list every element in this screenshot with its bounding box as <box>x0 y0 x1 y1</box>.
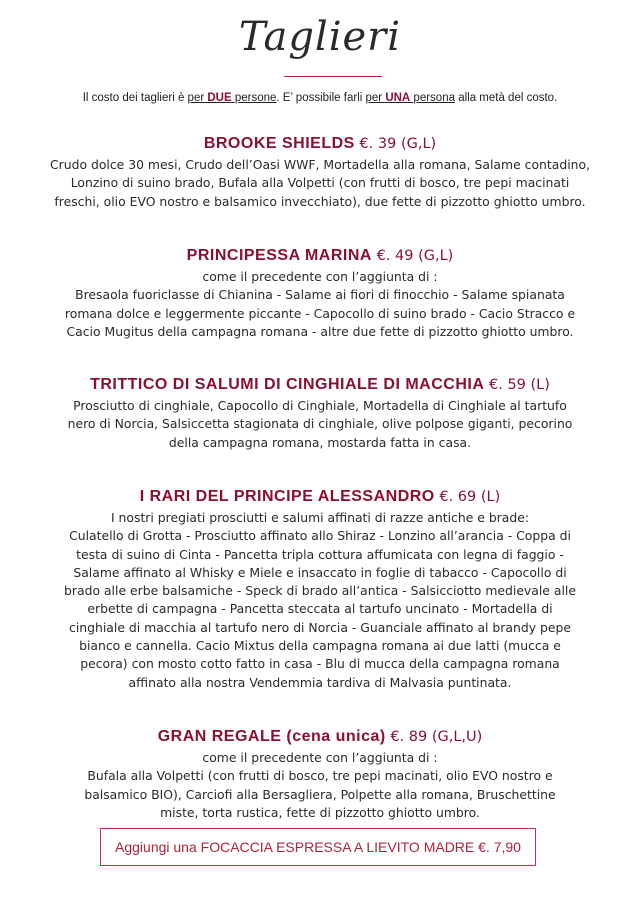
description-line: Cacio Mugitus della campagna romana - altre due fette di pizzotto ghiotto umbro. <box>66 323 574 339</box>
item-description <box>40 397 600 452</box>
intro-per-due <box>188 92 277 104</box>
item-price: €. 89 (G,L,U) <box>385 729 483 745</box>
intro-per2: per <box>365 92 386 104</box>
description-line: nero di Norcia, Salsiccetta stagionata di cinghiale, olive polpose giganti, pecorino <box>67 416 573 432</box>
item-heading <box>40 727 600 747</box>
item-price: €. 59 (L) <box>484 377 550 393</box>
description-line: pecora) con mosto cotto fatto in casa - Blu di mucca della campagna romana <box>80 656 560 672</box>
item-price: €. 49 (G,L) <box>371 248 454 264</box>
item-heading <box>40 246 600 266</box>
description-line: freschi, olio EVO nostro e balsamico invecchiato), due fette di pizzotto ghiotto umbro. <box>54 193 586 209</box>
description-line: bianco e cannella. Cacio Mixtus della campagna romana ai due latti (mucca e <box>79 638 561 654</box>
menu-item-trittico-cinghiale <box>40 375 600 452</box>
description-line: testa di suino di Cinta - Pancetta tripla cottura affumicata con legna di faggio - <box>76 546 564 562</box>
menu-item-rari-principe-alessandro <box>40 487 600 692</box>
item-heading <box>40 375 600 395</box>
item-description <box>40 509 600 692</box>
description-line: cinghiale di macchia al tartufo nero di Norcia - Guanciale affinato al brandy pepe <box>69 619 571 635</box>
description-line: brado alle erbe balsamiche - Speck di brado all’antica - Salsicciotto medievale alle <box>64 583 576 599</box>
description-line: Bresaola fuoriclasse di Chianina - Salame ai fiori di finocchio - Salame spianata <box>75 287 565 303</box>
intro-text <box>0 92 640 104</box>
item-name: TRITTICO DI SALUMI DI CINGHIALE DI MACCHIA <box>90 376 485 393</box>
item-heading <box>40 134 600 154</box>
description-line: Salame affinato al Whisky e Miele e insaccato in foglie di tabacco - Capocollo di <box>73 564 567 580</box>
description-line: come il precedente con l’aggiunta di : <box>202 750 438 765</box>
menu-item-brooke-shields <box>40 134 600 211</box>
item-price: €. 69 (L) <box>434 489 501 505</box>
description-line: come il precedente con l’aggiunta di : <box>202 269 438 284</box>
intro-part3: alla metà del costo. <box>455 92 558 104</box>
item-name: PRINCIPESSA MARINA <box>186 247 372 264</box>
menu-item-principessa-marina <box>40 246 600 341</box>
intro-persona2: persona <box>410 92 455 104</box>
description-line: Bufala alla Volpetti (con frutti di bosco, tre pepi macinati, olio EVO nostro e <box>87 768 553 784</box>
menu-item-gran-regale <box>40 727 600 822</box>
focaccia-addon-box <box>100 828 536 866</box>
focaccia-addon-text: Aggiungi una FOCACCIA ESPRESSA A LIEVITO MADRE €. 7,90 <box>115 839 521 855</box>
item-description <box>40 156 600 211</box>
item-name: I RARI DEL PRINCIPE ALESSANDRO <box>139 488 435 505</box>
description-line: I nostri pregiati prosciutti e salumi affinati di razze antiche e brade: <box>110 510 530 525</box>
intro-una: UNA <box>385 92 411 104</box>
item-name: GRAN REGALE (cena unica) <box>157 728 386 745</box>
description-line: Lonzino di suino brado, Bufala alla Volpetti (con frutti di bosco, tre pepi macinati <box>70 175 570 191</box>
description-line: romana dolce e leggermente piccante - Capocollo di suino brado - Cacio Stracco e <box>64 305 576 321</box>
page-title: Taglieri <box>238 14 402 60</box>
intro-part2: . E’ possibile farli <box>276 92 366 104</box>
intro-persone1: persone <box>231 92 277 104</box>
description-line: affinato alla nostra Vendemmia tardiva di Malvasia puntinata. <box>128 674 512 690</box>
item-price: €. 39 (G,L) <box>354 136 437 152</box>
intro-per1: per <box>187 92 208 104</box>
item-name: BROOKE SHIELDS <box>203 135 355 152</box>
description-line: Crudo dolce 30 mesi, Crudo dell’Oasi WWF, Mortadella alla romana, Salame contadino, <box>49 157 591 172</box>
description-line: Culatello di Grotta - Prosciutto affinato allo Shiraz - Lonzino all’arancia - Coppa di <box>69 528 571 544</box>
description-line: erbette di campagna - Pancetta steccata al tartufo uncinato - Mortadella di <box>87 601 553 617</box>
item-description <box>40 749 600 822</box>
item-description <box>40 268 600 341</box>
title-underline <box>284 76 382 77</box>
description-line: miste, torta rustica, fette di pizzotto ghiotto umbro. <box>160 804 480 820</box>
description-line: della campagna romana, mostarda fatta in casa. <box>168 434 472 450</box>
intro-part1: Il costo dei taglieri è <box>82 92 188 104</box>
intro-per-una <box>365 92 455 104</box>
description-line: balsamico BIO), Carciofi alla Bersagliera, Polpette alla romana, Bruschettine <box>84 786 556 802</box>
intro-due: DUE <box>207 92 232 104</box>
description-line: Prosciutto di cinghiale, Capocollo di Cinghiale, Mortadella di Cinghiale al tartufo <box>73 398 567 413</box>
item-heading <box>40 487 600 507</box>
